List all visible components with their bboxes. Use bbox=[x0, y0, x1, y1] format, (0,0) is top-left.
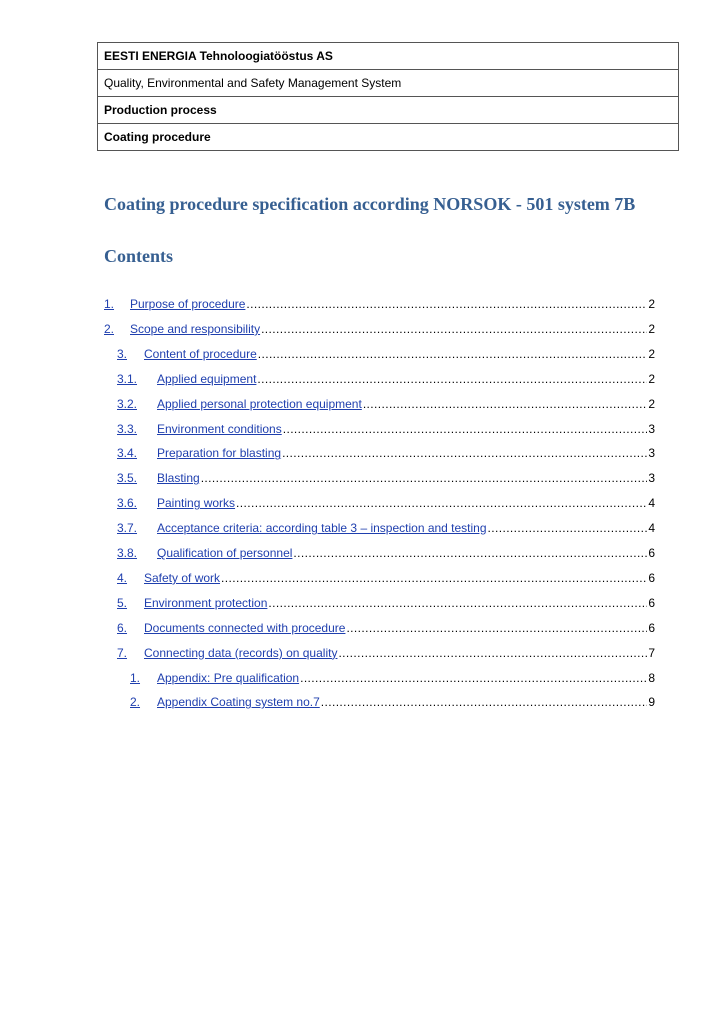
toc-entry-number[interactable]: 5. bbox=[117, 595, 128, 610]
toc-entry-number[interactable]: 3.4. bbox=[117, 446, 138, 461]
toc-entry-title[interactable]: Applied equipment bbox=[157, 371, 257, 386]
toc-entry-number[interactable]: 3.1. bbox=[117, 371, 138, 386]
toc-dot-leader bbox=[257, 370, 647, 388]
toc-entry-page: 2 bbox=[648, 396, 655, 411]
toc-entry-page: 9 bbox=[648, 695, 655, 710]
header-system: Quality, Environmental and Safety Management System bbox=[98, 70, 679, 97]
document-header-table bbox=[97, 42, 679, 151]
toc-dot-leader bbox=[201, 469, 648, 487]
toc-dot-leader bbox=[268, 594, 647, 612]
toc-entry-number[interactable]: 3. bbox=[117, 346, 128, 361]
toc-entry-number[interactable]: 2. bbox=[104, 321, 115, 336]
toc-dot-leader bbox=[300, 669, 647, 687]
toc-dot-leader bbox=[236, 494, 647, 512]
toc-entry-page: 6 bbox=[648, 546, 655, 560]
toc-entry-title[interactable]: Content of procedure bbox=[144, 346, 257, 361]
toc-entry-page: 4 bbox=[648, 496, 655, 511]
toc-entry-title[interactable]: Documents connected with procedure bbox=[144, 620, 346, 635]
document-title: Coating procedure specification according NORSOK - 501 system 7B bbox=[104, 194, 636, 214]
toc-entry-title[interactable]: Appendix: Pre qualification bbox=[157, 670, 300, 685]
toc-entry[interactable] bbox=[117, 594, 655, 612]
toc-entry-title[interactable]: Environment protection bbox=[144, 595, 268, 610]
toc-entry-number[interactable]: 1. bbox=[104, 297, 115, 311]
toc-entry-number[interactable]: 4. bbox=[117, 570, 128, 585]
contents-heading: Contents bbox=[104, 246, 174, 266]
toc-entry-page: 2 bbox=[648, 346, 655, 361]
toc-entry-page: 3 bbox=[648, 421, 655, 436]
toc-entry-number[interactable]: 2. bbox=[130, 695, 141, 710]
header-company: EESTI ENERGIA Tehnoloogiatööstus AS bbox=[98, 43, 679, 70]
toc-entry-number[interactable]: 3.6. bbox=[117, 496, 138, 511]
toc-entry-page: 6 bbox=[648, 620, 655, 635]
toc-entry[interactable] bbox=[130, 693, 655, 711]
toc-entry[interactable] bbox=[117, 619, 655, 637]
toc-dot-leader bbox=[221, 569, 647, 587]
toc-entry-title[interactable]: Safety of work bbox=[144, 570, 221, 585]
toc-entry-number[interactable]: 1. bbox=[130, 670, 141, 685]
toc-entry-page: 2 bbox=[648, 371, 655, 386]
toc-entry-title[interactable]: Scope and responsibility bbox=[130, 321, 261, 336]
toc-entry-page: 6 bbox=[648, 570, 655, 585]
header-procedure: Coating procedure bbox=[98, 124, 679, 151]
toc-dot-leader bbox=[338, 644, 647, 662]
toc-entry-page: 3 bbox=[648, 446, 655, 461]
toc-dot-leader bbox=[282, 444, 647, 462]
toc-dot-leader bbox=[321, 693, 648, 711]
toc-entry[interactable] bbox=[117, 494, 655, 512]
toc-entry-number[interactable]: 3.7. bbox=[117, 521, 138, 536]
header-process: Production process bbox=[98, 97, 679, 124]
toc-entry-page: 6 bbox=[648, 595, 655, 610]
toc-entry[interactable] bbox=[117, 345, 655, 363]
toc-entry-page: 8 bbox=[648, 670, 655, 685]
toc-dot-leader bbox=[246, 295, 647, 313]
toc-entry-title[interactable]: Preparation for blasting bbox=[157, 446, 282, 461]
toc-entry-number[interactable]: 3.8. bbox=[117, 546, 138, 560]
toc-entry-page: 7 bbox=[648, 645, 655, 660]
toc-entry-title[interactable]: Blasting bbox=[157, 471, 200, 486]
toc-entry-title[interactable]: Qualification of personnel bbox=[157, 546, 293, 560]
toc-entry-title[interactable]: Environment conditions bbox=[157, 421, 282, 436]
toc-entry-title[interactable]: Painting works bbox=[157, 496, 236, 511]
toc-dot-leader bbox=[363, 395, 648, 413]
toc-entry[interactable] bbox=[117, 420, 655, 438]
toc-entry-title[interactable]: Appendix Coating system no.7 bbox=[157, 695, 320, 710]
toc-entry-page: 2 bbox=[648, 321, 655, 336]
toc-entry-title[interactable]: Purpose of procedure bbox=[130, 297, 246, 311]
toc-entry[interactable] bbox=[117, 395, 655, 413]
toc-entry[interactable] bbox=[117, 370, 655, 388]
toc-entry[interactable] bbox=[117, 469, 655, 487]
toc-entry[interactable] bbox=[117, 444, 655, 462]
toc-entry[interactable] bbox=[117, 644, 655, 662]
toc-entry-title[interactable]: Applied personal protection equipment bbox=[157, 396, 362, 411]
toc-dot-leader bbox=[346, 619, 647, 637]
toc-dot-leader bbox=[293, 544, 647, 562]
toc-entry-number[interactable]: 6. bbox=[117, 620, 128, 635]
toc-entry-page: 4 bbox=[648, 521, 655, 536]
toc-entry-number[interactable]: 3.3. bbox=[117, 421, 138, 436]
toc-entry[interactable] bbox=[104, 295, 655, 313]
toc-entry[interactable] bbox=[117, 519, 655, 537]
toc-dot-leader bbox=[261, 320, 647, 338]
toc-entry[interactable] bbox=[130, 669, 655, 687]
toc-entry-title[interactable]: Connecting data (records) on quality bbox=[144, 645, 338, 660]
toc-entry-title[interactable]: Acceptance criteria: according table 3 – inspection and testing bbox=[157, 521, 487, 536]
toc-dot-leader bbox=[283, 420, 648, 438]
toc-entry[interactable] bbox=[117, 544, 655, 562]
toc-entry[interactable] bbox=[117, 569, 655, 587]
toc-dot-leader bbox=[488, 519, 648, 537]
toc-entry-page: 2 bbox=[648, 297, 655, 311]
toc-entry-number[interactable]: 7. bbox=[117, 645, 128, 660]
toc-entry-number[interactable]: 3.2. bbox=[117, 396, 138, 411]
toc-entry[interactable] bbox=[104, 320, 655, 338]
toc-dot-leader bbox=[258, 345, 648, 363]
toc-entry-page: 3 bbox=[648, 471, 655, 486]
toc-entry-number[interactable]: 3.5. bbox=[117, 471, 138, 486]
